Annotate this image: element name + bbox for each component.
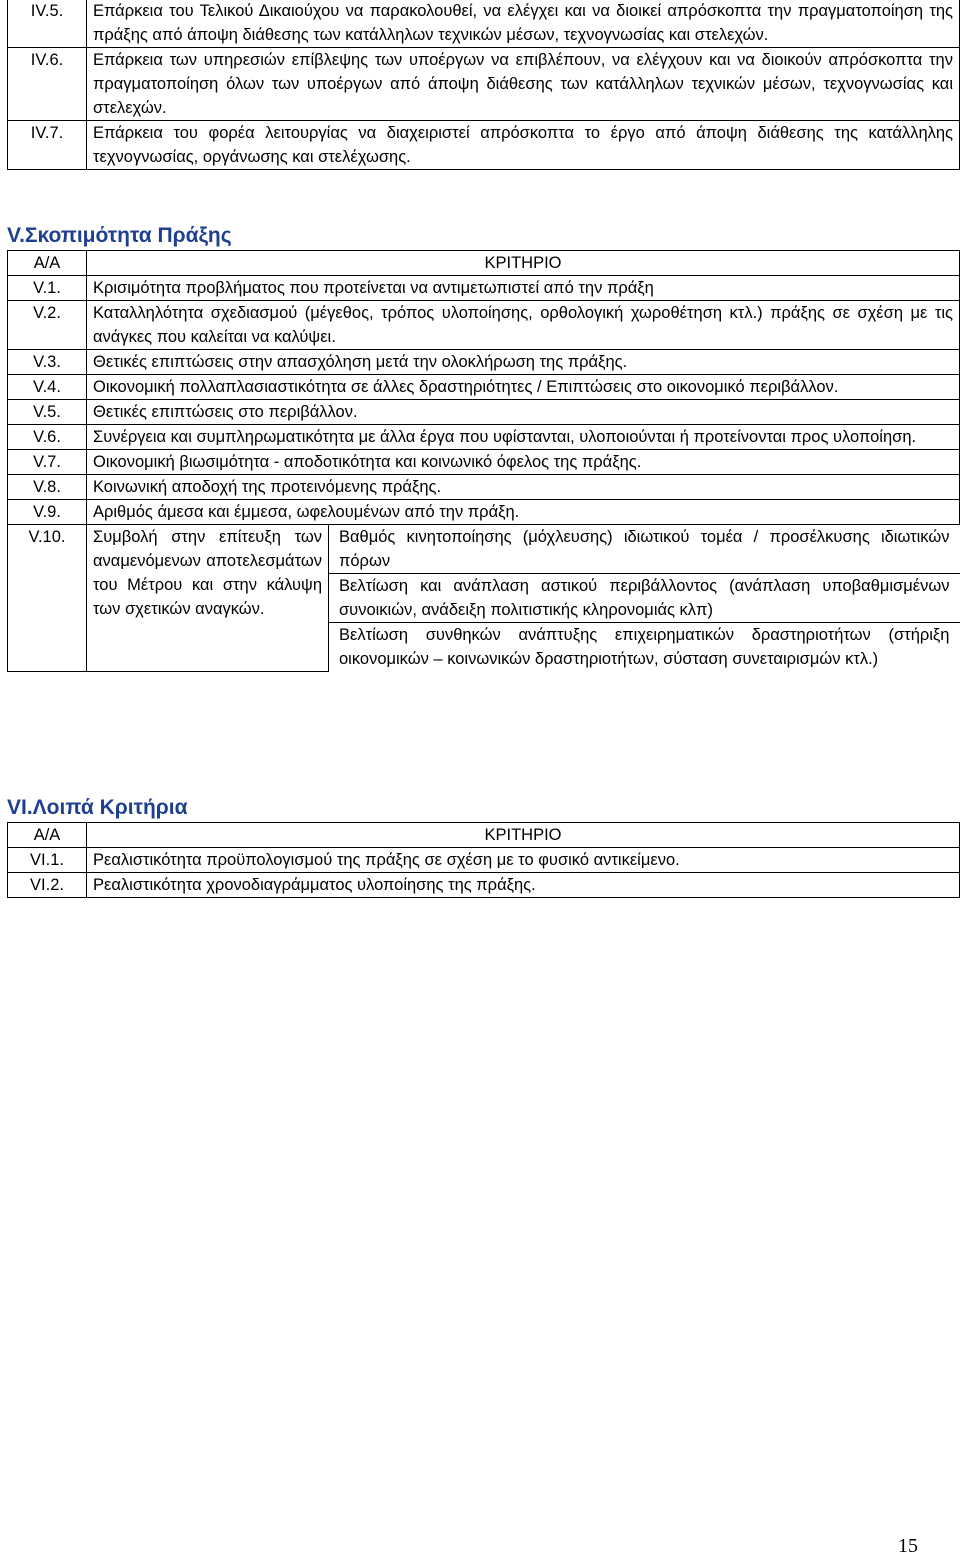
list-item: [329, 574, 960, 623]
col-header-criterion: ΚΡΙΤΗΡΙΟ: [87, 823, 960, 848]
row-text: Επάρκεια του φορέα λειτουργίας να διαχειριστεί απρόσκοπτα το έργο από άποψη διάθεσης της κατάλληλης τεχνογνωσίας, οργάνωσης και στελέχωσης.: [87, 121, 960, 170]
sub-criteria-list: [329, 525, 960, 671]
sub-criteria: [329, 525, 960, 672]
col-header-id: Α/Α: [8, 823, 87, 848]
row-id: V.7.: [8, 450, 87, 475]
table-row: [8, 425, 960, 450]
table-row: [8, 276, 960, 301]
row-id: V.9.: [8, 500, 87, 525]
row-text: Αριθμός άμεσα και έμμεσα, ωφελουμένων από την πράξη.: [87, 500, 960, 525]
table-row: [8, 475, 960, 500]
row-text: Οικονομική πολλαπλασιαστικότητα σε άλλες δραστηριότητες / Επιπτώσεις στο οικονομικό περιβάλλον.: [87, 375, 960, 400]
row-id: VI.1.: [8, 848, 87, 873]
row-text: Καταλληλότητα σχεδιασμού (μέγεθος, τρόπος υλοποίησης, ορθολογική χωροθέτηση κτλ.) πράξης σε σχέση με τις ανάγκες που καλείται να καλύψει.: [87, 301, 960, 350]
sub-criterion-text: Βαθμός κινητοποίησης (μόχλευσης) ιδιωτικού τομέα / προσέλκυσης ιδιωτικών πόρων: [329, 525, 960, 574]
table-row: [8, 400, 960, 425]
row-text: Συνέργεια και συμπληρωματικότητα με άλλα έργα που υφίστανται, υλοποιούνται ή προτείνονται προς υλοποίηση.: [87, 425, 960, 450]
table-row: [8, 121, 960, 170]
sub-criterion-text: Βελτίωση και ανάπλαση αστικού περιβάλλοντος (ανάπλαση υποβαθμισμένων συνοικιών, ανάδειξη πολιτιστικής κληρονομιάς κλπ): [329, 574, 960, 623]
table-header-row: [8, 823, 960, 848]
row-id: V.10.: [8, 525, 87, 672]
section-v-title: V.Σκοπιμότητα Πράξης: [7, 224, 232, 247]
table-row: [8, 500, 960, 525]
row-id: V.5.: [8, 400, 87, 425]
page-number: 15: [898, 1535, 918, 1557]
table-row: [8, 350, 960, 375]
sub-criterion-text: Βελτίωση συνθηκών ανάπτυξης επιχειρηματικών δραστηριοτήτων (στήριξη οικονομικών – κοινωνικών δραστηριοτήτων, σύσταση συνεταιρισμών κτλ.): [339, 626, 950, 668]
row-id: V.2.: [8, 301, 87, 350]
row-text: Επάρκεια των υπηρεσιών επίβλεψης των υποέργων να επιβλέπουν, να ελέγχουν και να διοικούν απρόσκοπτα την πραγματοποίηση όλων των υποέργων από άποψη διάθεσης των κατάλληλων τεχνικών μέσων, τεχνογνωσίας και στελεχών.: [87, 48, 960, 121]
row-text: Συμβολή στην επίτευξη των αναμενόμενων αποτελεσμάτων του Μέτρου και στην κάλυψη των σχετικών αναγκών.: [87, 525, 329, 672]
row-id: IV.6.: [8, 48, 87, 121]
row-text: Κοινωνική αποδοχή της προτεινόμενης πράξης.: [87, 475, 960, 500]
row-id: V.4.: [8, 375, 87, 400]
row-id: V.6.: [8, 425, 87, 450]
row-text: Επάρκεια του Τελικού Δικαιούχου να παρακολουθεί, να ελέγχει και να διοικεί απρόσκοπτα την πραγματοποίηση της πράξης από άποψη διάθεσης των κατάλληλων τεχνικών μέσων, τεχνογνωσίας και στελεχών.: [87, 0, 960, 48]
col-header-criterion: ΚΡΙΤΗΡΙΟ: [87, 251, 960, 276]
row-id: V.8.: [8, 475, 87, 500]
row-id: IV.7.: [8, 121, 87, 170]
table-iv: [7, 0, 960, 170]
table-row: [8, 873, 960, 898]
table-row: [8, 0, 960, 48]
list-item: [329, 525, 960, 574]
table-v: [7, 250, 960, 672]
table-row: [8, 450, 960, 475]
table-header-row: [8, 251, 960, 276]
col-header-id: Α/Α: [8, 251, 87, 276]
table-row: [8, 48, 960, 121]
row-text: Θετικές επιπτώσεις στην απασχόληση μετά την ολοκλήρωση της πράξης.: [87, 350, 960, 375]
table-row: [8, 525, 960, 672]
row-id: IV.5.: [8, 0, 87, 48]
row-id: V.3.: [8, 350, 87, 375]
row-text: Ρεαλιστικότητα χρονοδιαγράμματος υλοποίησης της πράξης.: [87, 873, 960, 898]
section-vi-title: VI.Λοιπά Κριτήρια: [7, 796, 188, 819]
row-text: Θετικές επιπτώσεις στο περιβάλλον.: [87, 400, 960, 425]
row-text: Οικονομική βιωσιμότητα - αποδοτικότητα και κοινωνικό όφελος της πράξης.: [87, 450, 960, 475]
table-vi: [7, 822, 960, 898]
row-id: V.1.: [8, 276, 87, 301]
row-text: Κρισιμότητα προβλήματος που προτείνεται να αντιμετωπιστεί από την πράξη: [87, 276, 960, 301]
row-text: Ρεαλιστικότητα προϋπολογισμού της πράξης σε σχέση με το φυσικό αντικείμενο.: [87, 848, 960, 873]
table-row: [8, 375, 960, 400]
table-row: [8, 848, 960, 873]
list-item: [329, 623, 960, 672]
table-row: [8, 301, 960, 350]
row-id: VI.2.: [8, 873, 87, 898]
